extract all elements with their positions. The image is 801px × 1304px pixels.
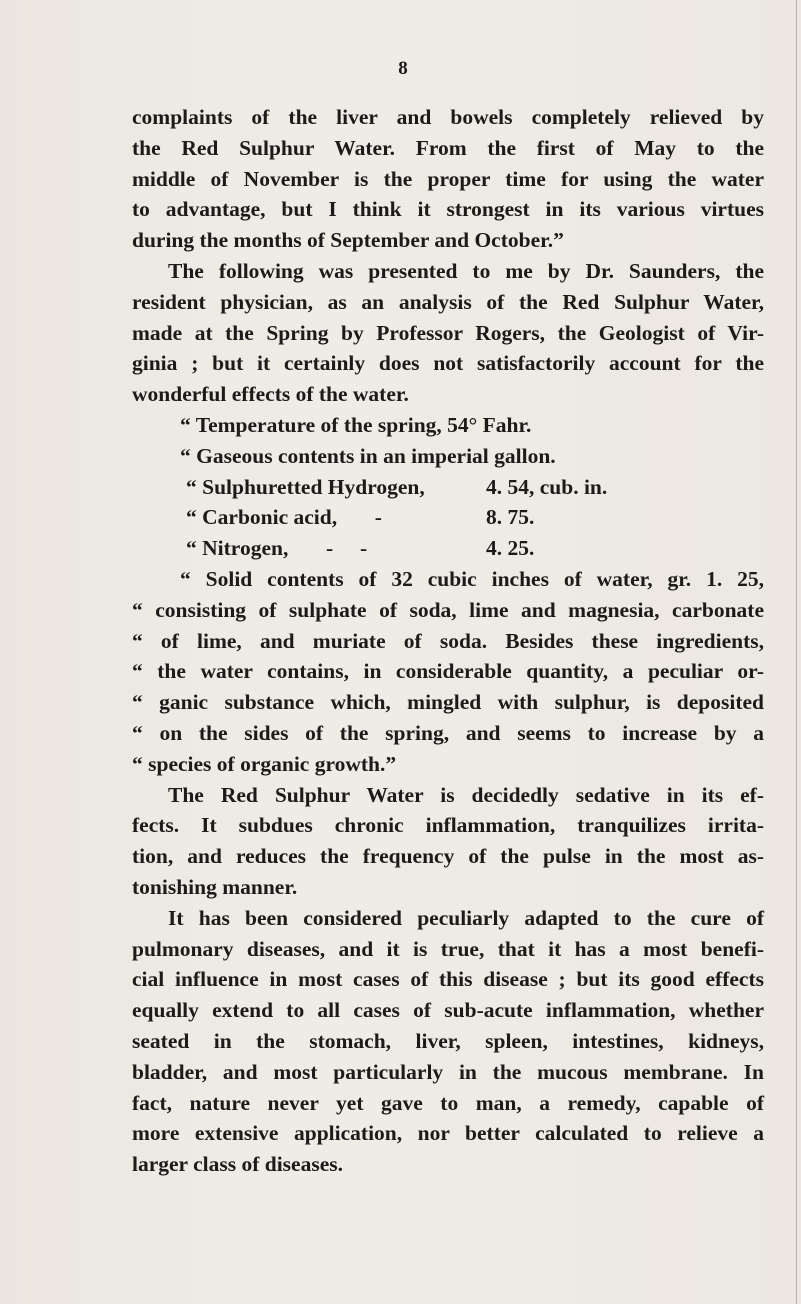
text-line: resident physician, as an analysis of the Red Sulphur Water, [132,289,764,314]
gas-row [132,533,764,564]
text-line: “ Temperature of the spring, 54° Fahr. [180,412,532,437]
text-line: cial influence in most cases of this disease ; but its good effects [132,967,764,992]
text-line: “ Gaseous contents in an imperial gallon. [180,443,556,468]
gaseous-contents-list [132,472,764,564]
page-edge [796,0,797,1304]
text-line: larger class of diseases. [132,1152,343,1177]
text-line: bladder, and most particularly in the mucous membrane. In [132,1059,764,1084]
text-line: more extensive application, nor better calculated to relieve a [132,1121,764,1146]
text-line: to advantage, but I think it strongest in its various virtues [132,197,764,222]
text-line: equally extend to all cases of sub-acute inflammation, whether [132,998,764,1023]
text-line: The Red Sulphur Water is decidedly sedative in its ef- [168,782,764,807]
paragraphs-after-analysis [132,564,764,1180]
text-line: ginia ; but it certainly does not satisfactorily account for the [132,351,764,376]
text-line: fects. It subdues chronic inflammation, tranquilizes irrita- [132,813,764,838]
text-line: “ consisting of sulphate of soda, lime and magnesia, carbonate [132,597,764,622]
gas-name: “ Nitrogen, - - [186,536,368,561]
page-number: 8 [398,58,408,79]
gas-row [132,502,764,533]
text-line: tonishing manner. [132,874,298,899]
text-line: “ species of organic growth.” [132,751,397,776]
text-line: pulmonary diseases, and it is true, that it has a most benefi- [132,936,764,961]
body-text [132,102,764,1180]
gas-value: 4. 54, cub. in. [486,474,608,499]
text-line: It has been considered peculiarly adapted to the cure of [168,905,764,930]
text-line: “ ganic substance which, mingled with sulphur, is deposited [132,690,764,715]
text-line: wonderful effects of the water. [132,382,409,407]
text-line: seated in the stomach, liver, spleen, intestines, kidneys, [132,1028,764,1053]
text-line: tion, and reduces the frequency of the pulse in the most as- [132,844,764,869]
gas-name: “ Sulphuretted Hydrogen, [186,474,425,499]
text-line: “ of lime, and muriate of soda. Besides these ingredients, [132,628,764,653]
gas-name: “ Carbonic acid, - [186,505,382,530]
text-line: during the months of September and October.” [132,228,564,253]
text-line: made at the Spring by Professor Rogers, the Geologist of Vir- [132,320,764,345]
text-line: The following was presented to me by Dr. Saunders, the [168,258,764,283]
gas-value: 4. 25. [486,536,535,561]
text-line: “ Solid contents of 32 cubic inches of water, gr. 1. 25, [180,566,764,591]
text-line: “ the water contains, in considerable quantity, a peculiar or- [132,659,764,684]
text-line: “ on the sides of the spring, and seems to increase by a [132,720,764,745]
text-line: the Red Sulphur Water. From the first of May to the [132,135,764,160]
gas-value: 8. 75. [486,505,535,530]
text-line: middle of November is the proper time for using the water [132,166,764,191]
gas-row [132,472,764,503]
text-line: fact, nature never yet gave to man, a remedy, capable of [132,1090,764,1115]
paragraphs-before-analysis [132,102,764,472]
text-line: complaints of the liver and bowels completely relieved by [132,105,764,129]
